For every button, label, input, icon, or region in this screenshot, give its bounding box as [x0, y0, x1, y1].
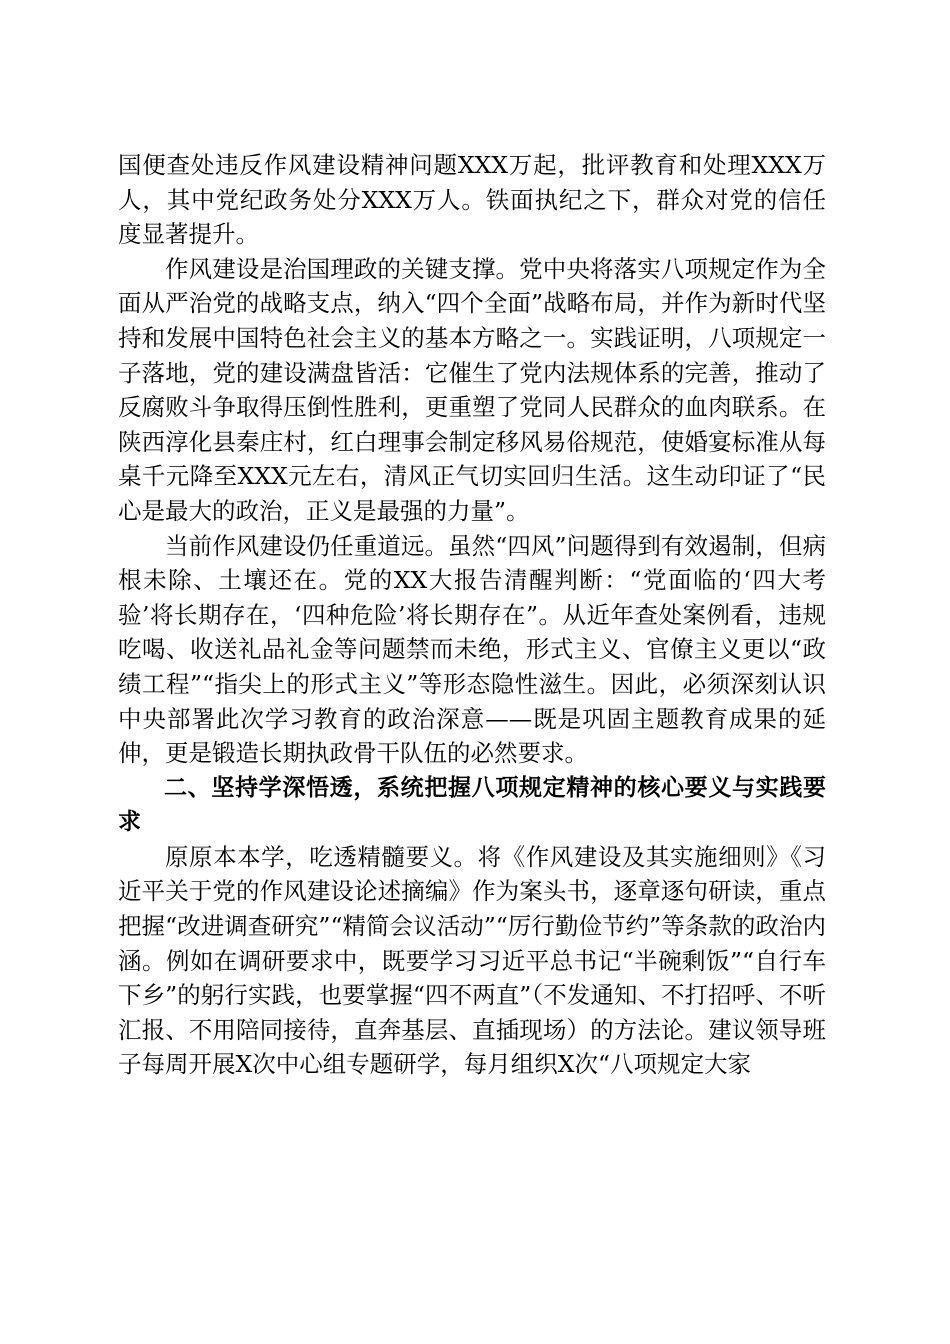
paragraph-current-challenges: 当前作风建设仍任重道远。虽然“四风”问题得到有效遏制，但病根未除、土壤还在。党的XX大报告清醒判断：“党面临的‘四大考验’将长期存在，‘四种危险’将长期存在”。从近年查处案例看，违规吃喝、收送礼品礼金等问题禁而未绝，形式主义、官僚主义更以“政绩工程”“指尖上的形式主义”等形态隐性滋生。因此，必须深刻认识中央部署此次学习教育的政治深意——既是巩固主题教育成果的延伸，更是锻造长期执政骨干队伍的必然要求。: [118, 531, 826, 768]
paragraph-study-original-texts: 原原本本学，吃透精髓要义。将《作风建设及其实施细则》《习近平关于党的作风建设论述摘编》作为案头书，逐章逐句研读，重点把握“改进调查研究”“精简会议活动”“厉行勤俭节约”等条款的政治内涵。例如在调研要求中，既要学习习近平总书记“半碗剩饭”“自行车下乡”的躬行实践，也要掌握“四不两直”（不发通知、不打招呼、不听汇报、不用陪同接待，直奔基层、直插现场）的方法论。建议领导班子每周开展X次中心组专题研学，每月组织X次“八项规定大家: [118, 842, 826, 1079]
paragraph-work-style-support: 作风建设是治国理政的关键支撑。党中央将落实八项规定作为全面从严治党的战略支点，纳入“四个全面”战略布局，并作为新时代坚持和发展中国特色社会主义的基本方略之一。实践证明，八项规定一子落地，党的建设满盘皆活：它催生了党内法规体系的完善，推动了反腐败斗争取得压倒性胜利，更重塑了党同人民群众的血肉联系。在陕西淳化县秦庄村，红白理事会制定移风易俗规范，使婚宴标准从每桌千元降至XXX元左右，清风正气切实回归生活。这生动印证了“民心是最大的政治，正义是最强的力量”。: [118, 254, 826, 525]
section-heading: 二、坚持学深悟透，系统把握八项规定精神的核心要义与实践要求: [118, 774, 826, 836]
document-page: [118, 148, 826, 1082]
paragraph-continuation: 国便查处违反作风建设精神问题XXX万起，批评教育和处理XXX万人，其中党纪政务处分XXX万人。铁面执纪之下，群众对党的信任度显著提升。: [118, 151, 826, 249]
